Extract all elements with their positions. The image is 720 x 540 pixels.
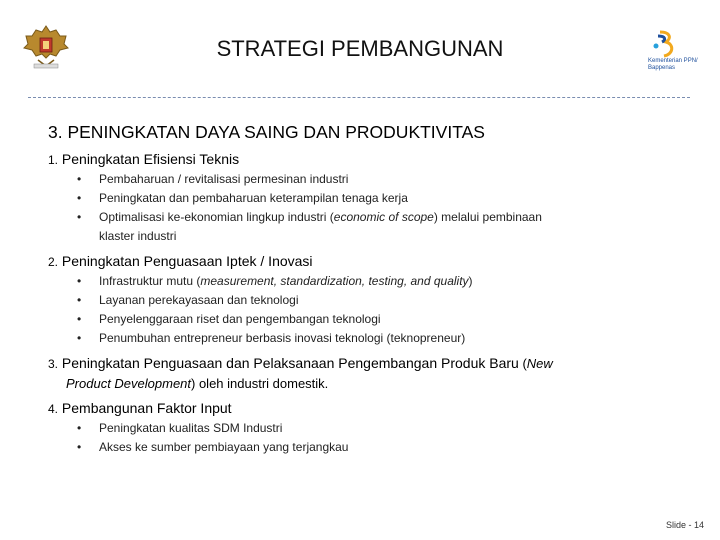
bappenas-logo-text <box>648 58 708 72</box>
bullet-icon: • <box>77 191 82 205</box>
item-text: Pembaharuan / revitalisasi permesinan industri <box>99 172 349 186</box>
bullet-icon: • <box>77 440 82 454</box>
item-text-post: ) <box>468 274 473 288</box>
section-title: Peningkatan Penguasaan Iptek / Inovasi <box>61 253 313 269</box>
bullet-icon: • <box>77 312 82 326</box>
section-3-continuation <box>48 374 698 393</box>
item-text-italic: economic of scope <box>333 210 434 224</box>
bullet-icon: • <box>77 172 82 186</box>
logo-text-line2: Bappenas <box>648 65 676 71</box>
list-item <box>48 419 698 438</box>
bullet-icon: • <box>77 210 82 224</box>
section-1-title-row <box>48 150 698 170</box>
bullet-icon: • <box>77 331 82 345</box>
list-item <box>48 310 698 329</box>
content-body <box>48 150 698 457</box>
bullet-icon: • <box>77 293 82 307</box>
section-number: 1. <box>48 153 59 167</box>
section-title: Peningkatan Efisiensi Teknis <box>61 151 240 167</box>
bullet-icon: • <box>77 421 82 435</box>
item-text: Peningkatan dan pembaharuan keterampilan tenaga kerja <box>99 191 408 205</box>
item-text: Penyelenggaraan riset dan pengembangan teknologi <box>99 312 381 326</box>
item-text: Penumbuhan entrepreneur berbasis inovasi teknologi (teknopreneur) <box>99 331 466 345</box>
section-note-italic: New <box>526 356 553 371</box>
item-text-pre: Optimalisasi ke-ekonomian lingkup industri ( <box>99 210 334 224</box>
item-text-continuation: klaster industri <box>99 229 177 243</box>
list-item <box>48 189 698 208</box>
continuation-italic: Product Development <box>66 376 192 391</box>
bullet-list <box>48 419 698 457</box>
continuation-text: ) oleh industri domestik. <box>191 376 329 391</box>
list-item <box>48 329 698 348</box>
list-item <box>48 272 698 291</box>
item-text: Akses ke sumber pembiayaan yang terjangkau <box>99 440 349 454</box>
list-item <box>48 208 698 246</box>
item-text-italic: measurement, standardization, testing, and quality <box>200 274 469 288</box>
section-number: 4. <box>48 402 59 416</box>
item-text-pre: Infrastruktur mutu ( <box>99 274 201 288</box>
section-2 <box>48 252 698 348</box>
list-item <box>48 291 698 310</box>
bullet-icon: • <box>77 274 82 288</box>
section-4-title-row <box>48 399 698 419</box>
bullet-list <box>48 272 698 348</box>
section-1 <box>48 150 698 246</box>
item-text: Layanan perekayasaan dan teknologi <box>99 293 299 307</box>
logo-text-line1: Kementerian PPN/ <box>648 58 698 64</box>
page-title: STRATEGI PEMBANGUNAN <box>216 36 504 61</box>
section-4 <box>48 399 698 457</box>
section-note-pre: ( <box>518 356 527 371</box>
section-heading: 3. PENINGKATAN DAYA SAING DAN PRODUKTIVITAS <box>48 122 485 142</box>
header-divider <box>28 97 690 98</box>
item-text: Peningkatan kualitas SDM Industri <box>99 421 283 435</box>
section-3 <box>48 354 698 393</box>
list-item <box>48 170 698 189</box>
list-item <box>48 438 698 457</box>
section-3-title-row <box>48 354 698 374</box>
section-number: 3. <box>48 357 59 371</box>
section-title: Peningkatan Penguasaan dan Pelaksanaan Pengembangan Produk Baru <box>61 355 519 371</box>
item-text-post: ) melalui pembinaan <box>433 210 542 224</box>
section-title: Pembangunan Faktor Input <box>61 400 232 416</box>
bullet-list <box>48 170 698 246</box>
section-2-title-row <box>48 252 698 272</box>
section-number: 2. <box>48 255 59 269</box>
slide-number: Slide - 14 <box>665 520 704 530</box>
